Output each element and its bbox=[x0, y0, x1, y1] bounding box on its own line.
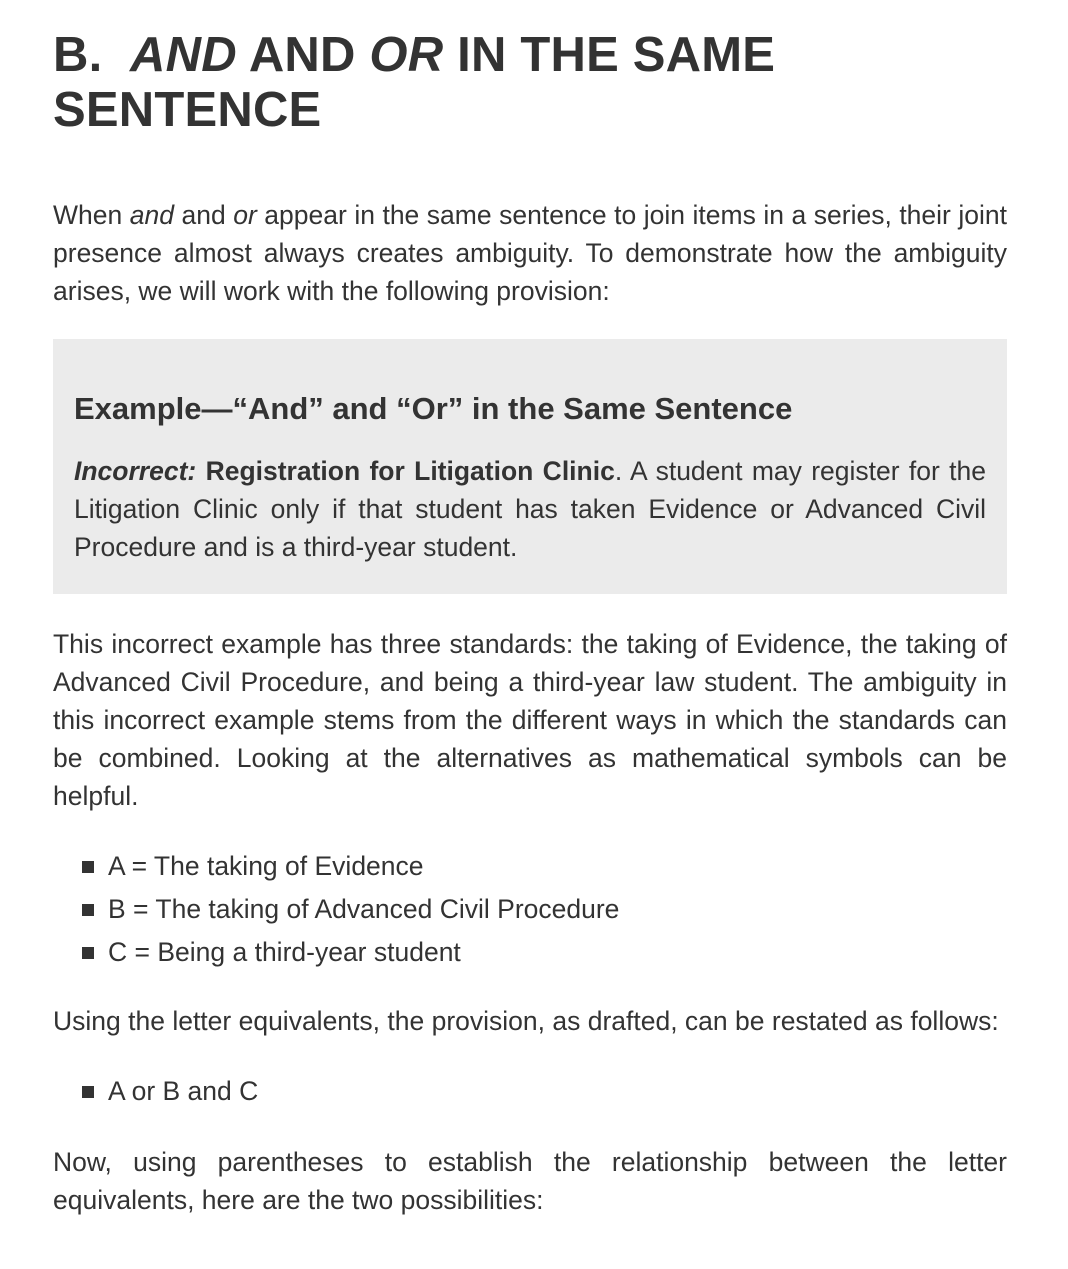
intro-text-3: appear in the same sentence to join items in a series, their joint presence almost always creates ambiguity. To demonstrate how the ambiguity arises, we will work with the following provision: bbox=[53, 200, 1007, 306]
restate-paragraph: Using the letter equivalents, the provision, as drafted, can be restated as follows: bbox=[53, 1006, 999, 1036]
heading-rest: IN THE SAME SENTENCE bbox=[53, 28, 776, 137]
list-item bbox=[82, 845, 1007, 888]
heading-or-italic: OR bbox=[369, 28, 444, 82]
provision-text: . A student may register for the Litigation Clinic only if that student has taken Evidence or Advanced Civil Procedure and is a third-year student. bbox=[74, 456, 986, 562]
list-item-text: C = Being a third-year student bbox=[108, 937, 461, 967]
intro-and-italic: and bbox=[129, 200, 174, 230]
list-item-text: B = The taking of Advanced Civil Procedure bbox=[108, 894, 620, 924]
list-item bbox=[82, 1070, 1007, 1113]
heading-and-italic: AND bbox=[130, 28, 237, 82]
square-bullet-icon bbox=[82, 861, 94, 873]
example-title: Example—“And” and “Or” in the Same Sentence bbox=[74, 391, 793, 426]
list-item bbox=[82, 931, 1007, 974]
square-bullet-icon bbox=[82, 947, 94, 959]
square-bullet-icon bbox=[82, 904, 94, 916]
list-item bbox=[82, 888, 1007, 931]
intro-text-1: When bbox=[53, 200, 130, 230]
list-item-text: A or B and C bbox=[108, 1076, 259, 1106]
heading-and: AND bbox=[248, 28, 356, 82]
heading-number: B. bbox=[53, 28, 103, 82]
symbol-list bbox=[53, 845, 1007, 974]
list-item-text: A = The taking of Evidence bbox=[108, 851, 424, 881]
example-box bbox=[53, 339, 1007, 594]
provision-title: Registration for Litigation Clinic bbox=[205, 456, 615, 486]
example-body bbox=[74, 452, 986, 566]
incorrect-label: Incorrect: bbox=[74, 456, 197, 486]
intro-paragraph bbox=[53, 196, 1007, 310]
restated-list bbox=[53, 1070, 1007, 1113]
analysis-paragraph: This incorrect example has three standards: the taking of Evidence, the taking of Advanced Civil Procedure, and being a third-year law student. The ambiguity in this incorrect example stems from the different ways in which the standards can be combined. Looking at the alternatives as mathematical symbols can be helpful. bbox=[53, 629, 1007, 811]
square-bullet-icon bbox=[82, 1086, 94, 1098]
section-heading bbox=[53, 28, 1007, 138]
parentheses-paragraph: Now, using parentheses to establish the relationship between the letter equivalents, here are the two possibilities: bbox=[53, 1147, 1007, 1215]
intro-text-2: and bbox=[173, 200, 234, 230]
intro-or-italic: or bbox=[233, 200, 257, 230]
